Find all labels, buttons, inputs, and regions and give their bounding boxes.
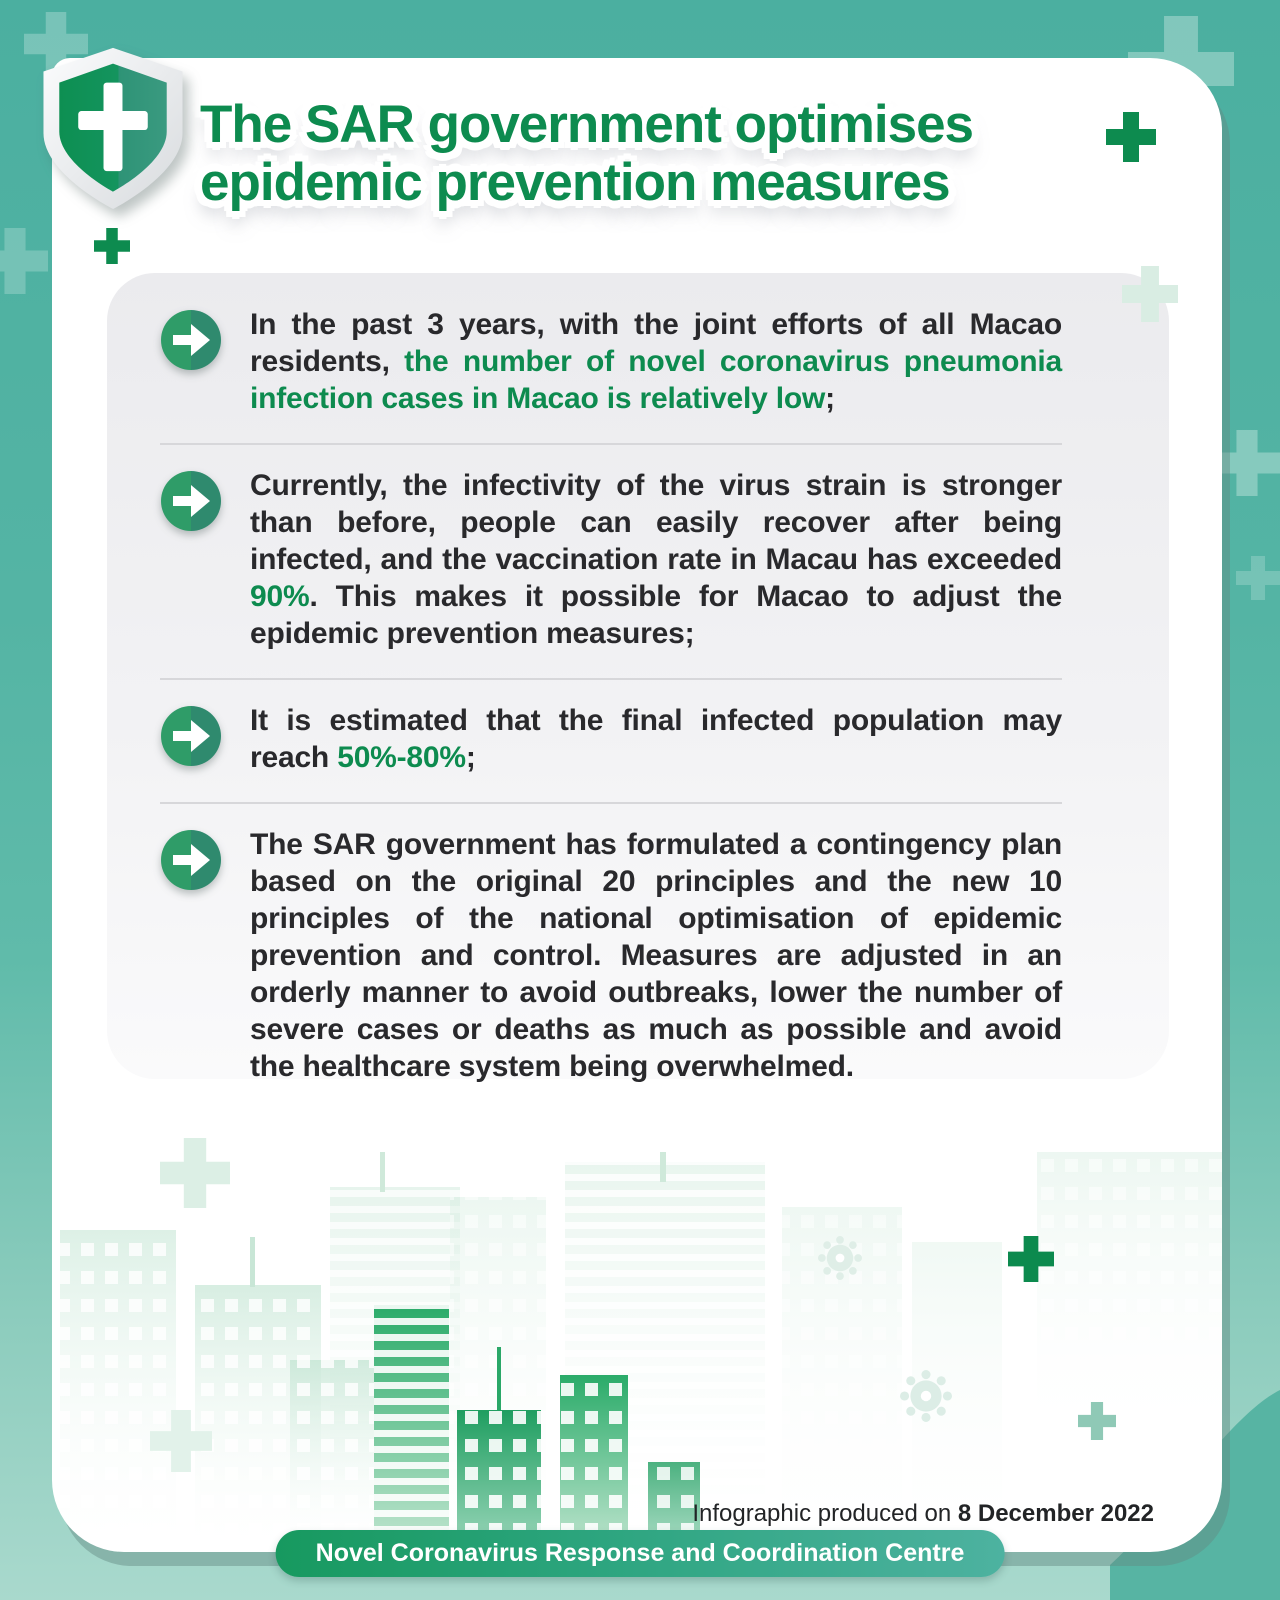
plus-icon bbox=[1214, 430, 1280, 496]
bullet-item bbox=[160, 306, 1062, 443]
footer-pill: Novel Coronavirus Response and Coordination Centre bbox=[276, 1530, 1005, 1577]
plus-icon bbox=[1106, 112, 1156, 162]
arrow-right-circle-icon bbox=[160, 829, 222, 891]
page-title-line1: The SAR government optimises bbox=[200, 95, 974, 154]
plus-icon bbox=[0, 228, 48, 294]
bullet-text: It is estimated that the final infected population may reach 50%-80%; bbox=[250, 704, 1062, 774]
produced-date-prefix: Infographic produced on bbox=[692, 1500, 958, 1527]
bullet-text: In the past 3 years, with the joint efforts of all Macao residents, the number of novel coronavirus pneumonia infection cases in Macao is relatively low; bbox=[250, 308, 1063, 415]
bullet-item bbox=[160, 802, 1062, 1085]
page-title-line2: epidemic prevention measures bbox=[200, 153, 950, 212]
virus-icon bbox=[818, 1236, 862, 1280]
info-card bbox=[52, 58, 1222, 1552]
arrow-right-circle-icon bbox=[160, 705, 222, 767]
plus-icon bbox=[94, 228, 130, 264]
bullet-text: The SAR government has formulated a contingency plan based on the original 20 principles and the new 10 principles of the national optimisation of epidemic prevention and control. Measures are adjusted in an orderly manner to avoid outbreaks, lower the number of severe cases or deaths as much as possible and avoid the healthcare system being overwhelmed. bbox=[250, 828, 1062, 1083]
bullet-list bbox=[160, 306, 1062, 1085]
bullet-item bbox=[160, 443, 1062, 678]
shield-cross-icon bbox=[34, 44, 192, 216]
produced-date-line bbox=[692, 1500, 1154, 1528]
city-skyline-graphic bbox=[52, 1152, 1222, 1552]
bullet-item bbox=[160, 678, 1062, 802]
produced-date: 8 December 2022 bbox=[957, 1500, 1154, 1527]
arrow-right-circle-icon bbox=[160, 470, 222, 532]
bullet-text: Currently, the infectivity of the virus strain is stronger than before, people can easily recover after being infected, and the vaccination rate in Macau has exceeded 90%. This makes it possible for Macao to adjust the epidemic prevention measures; bbox=[250, 469, 1062, 650]
virus-icon bbox=[900, 1370, 952, 1422]
arrow-right-circle-icon bbox=[160, 309, 222, 371]
plus-icon bbox=[1236, 556, 1280, 600]
page-title bbox=[200, 96, 1080, 212]
